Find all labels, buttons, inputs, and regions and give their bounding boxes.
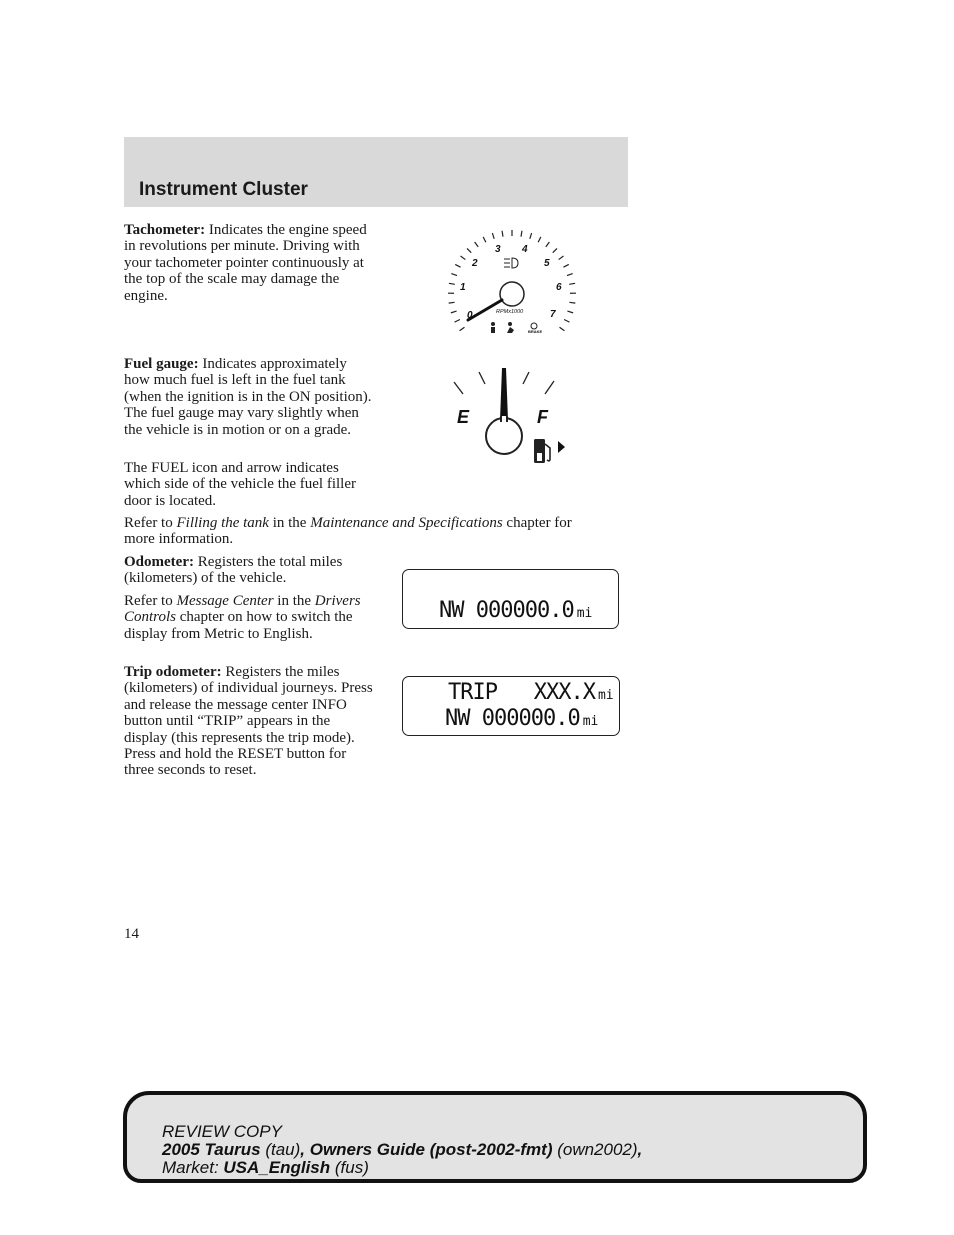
tach-number-3: 3 (495, 244, 501, 255)
trip-term: Trip odometer: (124, 664, 222, 680)
tach-tick (521, 231, 522, 237)
tach-tick (569, 283, 575, 284)
footer-market-code: (fus) (330, 1158, 369, 1177)
tach-tick (449, 283, 455, 284)
trip-label: TRIP (448, 680, 497, 705)
trip-paragraph (124, 664, 374, 779)
trip-display-row-2 (445, 706, 598, 731)
tach-tick (560, 327, 565, 330)
tach-unit-label: RPMx1000 (496, 309, 524, 315)
fuel-gauge-needle (500, 368, 508, 420)
tach-number-7: 7 (550, 309, 556, 320)
odometer-value: 000000.0 (475, 598, 574, 623)
refer-link-drivers-controls: Drivers Controls (124, 593, 361, 626)
refer-text: chapter for more information. (124, 515, 572, 548)
headlamp-icon (504, 258, 518, 268)
footer-model: 2005 Taurus (162, 1140, 261, 1159)
tach-tick (530, 233, 532, 239)
tachometer-term: Tachometer: (124, 222, 206, 238)
fuel-full-label: F (537, 407, 548, 427)
tach-tick (460, 327, 465, 330)
trip-text: Registers the miles (kilometers) of individual journeys. Press and release the message center INFO button until “TRIP” appears in the display (this represents the trip mode). Press and hold the RESET button for three seconds to reset. (124, 664, 373, 779)
refer-link-message-center: Message Center (176, 593, 274, 609)
tach-number-5: 5 (544, 258, 550, 269)
tach-number-2: 2 (472, 258, 478, 269)
trip-odometer-value: 000000.0 (481, 706, 580, 731)
footer-guide: , Owners Guide (post-2002-fmt) (300, 1140, 553, 1159)
fuel-gauge-hub (486, 418, 522, 454)
tachometer-figure (440, 226, 590, 338)
fuel-empty-label: E (457, 407, 470, 427)
tach-tick (475, 242, 479, 247)
review-footer (123, 1091, 867, 1183)
odometer-display (402, 569, 619, 629)
brake-warning-icon (528, 323, 543, 334)
fuel-gauge-figure (448, 366, 572, 472)
refer-text: Refer to (124, 593, 177, 609)
trip-value: XXX.X (533, 680, 595, 705)
tach-tick (563, 264, 568, 267)
seatbelt-icon (491, 322, 495, 333)
tach-tick (538, 237, 541, 242)
trip-display (402, 676, 620, 736)
fuel-term: Fuel gauge: (124, 356, 199, 372)
tach-tick (564, 319, 569, 322)
trip-odometer-unit: mi (582, 714, 599, 729)
brake-label: BRAKE (528, 329, 543, 334)
tach-tick (483, 237, 486, 242)
tach-tick (502, 231, 503, 237)
tach-tick (455, 264, 460, 267)
page-number: 14 (124, 926, 139, 942)
trip-odometer-prefix: NW (445, 706, 470, 731)
fuel-refer-paragraph (124, 515, 604, 548)
refer-link-filling-tank: Filling the tank (176, 515, 269, 531)
fuel-pump-icon (534, 439, 550, 463)
odometer-prefix: NW (439, 598, 464, 623)
refer-text: in the (273, 593, 315, 609)
fuel-door-arrow-icon (558, 441, 565, 453)
footer-model-code: (tau) (260, 1140, 301, 1159)
footer-guide-code: (own2002) (552, 1140, 638, 1159)
tach-tick (467, 248, 471, 252)
trip-display-row-1 (448, 680, 614, 705)
footer-market-label: Market: (162, 1158, 224, 1177)
odometer-paragraph (124, 554, 384, 587)
odometer-refer-paragraph (124, 593, 379, 642)
odometer-unit: mi (576, 606, 593, 621)
tach-tick (569, 302, 575, 303)
tach-tick (451, 274, 457, 276)
fuel-text: Indicates approximately how much fuel is left in the fuel tank (when the ignition is in the ON position). The fuel gauge may vary slightly when the vehicle is in motion or on a grade. (124, 356, 372, 438)
tach-number-4: 4 (522, 244, 528, 255)
tachometer-hub (500, 282, 524, 306)
odometer-text: Registers the total miles (kilometers) of the vehicle. (124, 554, 343, 587)
tachometer-paragraph (124, 222, 374, 304)
footer-comma: , (637, 1140, 643, 1159)
footer-market: USA_English (223, 1158, 331, 1177)
tach-tick (455, 319, 460, 322)
tach-tick (559, 256, 564, 260)
refer-text: Refer to (124, 515, 177, 531)
tach-tick (567, 274, 573, 276)
section-header (124, 137, 628, 207)
tach-tick (567, 311, 573, 313)
odometer-term: Odometer: (124, 554, 194, 570)
tach-tick (553, 248, 557, 252)
page-title: Instrument Cluster (139, 179, 308, 200)
refer-link-maintenance: Maintenance and Specifications (310, 515, 503, 531)
tach-tick (492, 233, 494, 239)
tach-tick (449, 302, 455, 303)
refer-text: chapter on how to switch the display from Metric to English. (124, 609, 353, 642)
fuel-paragraph (124, 356, 374, 438)
odometer-display-row (439, 598, 592, 623)
tach-tick (451, 311, 457, 313)
tach-number-1: 1 (460, 282, 466, 293)
refer-text: in the (268, 515, 311, 531)
trip-unit: mi (597, 688, 614, 703)
airbag-icon (507, 322, 514, 333)
fuel-icon-paragraph: The FUEL icon and arrow indicates which side of the vehicle the fuel filler door is located. (124, 460, 356, 509)
tachometer-text: Indicates the engine speed in revolutions per minute. Driving with your tachometer pointer continuously at the top of the scale may damage the engine. (124, 222, 367, 304)
tach-number-6: 6 (556, 282, 562, 293)
footer-review-copy: REVIEW COPY (162, 1122, 282, 1141)
tach-tick (461, 256, 466, 260)
tach-number-0: 0 (467, 310, 473, 321)
tach-tick (546, 242, 550, 247)
